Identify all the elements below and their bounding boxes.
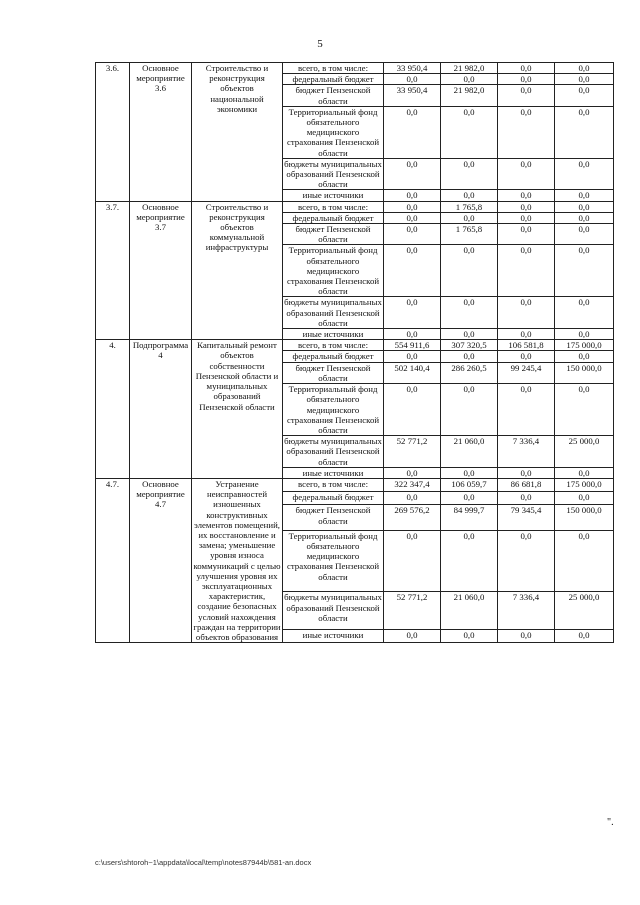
amount-cell: 0,0 [384,106,441,158]
amount-cell: 0,0 [384,297,441,329]
funding-source: иные источники [283,629,384,642]
amount-cell: 0,0 [384,530,441,592]
amount-cell: 0,0 [498,351,555,362]
table-row [96,201,614,212]
funding-source: бюджет Пензенской области [283,505,384,530]
amount-cell: 106 059,7 [441,478,498,491]
amount-cell: 286 260,5 [441,362,498,383]
amount-cell: 0,0 [384,467,441,478]
budget-table [95,62,614,643]
amount-cell: 0,0 [555,190,614,201]
amount-cell: 0,0 [441,106,498,158]
amount-cell: 0,0 [555,467,614,478]
page-number: 5 [317,38,323,50]
table-row [96,340,614,351]
amount-cell: 86 681,8 [498,478,555,491]
amount-cell: 0,0 [498,629,555,642]
amount-cell: 0,0 [384,224,441,245]
amount-cell: 84 999,7 [441,505,498,530]
amount-cell: 33 950,4 [384,85,441,106]
amount-cell: 322 347,4 [384,478,441,491]
amount-cell: 0,0 [441,329,498,340]
amount-cell: 0,0 [555,329,614,340]
amount-cell: 21 060,0 [441,436,498,468]
amount-cell: 25 000,0 [555,436,614,468]
amount-cell: 150 000,0 [555,505,614,530]
amount-cell: 0,0 [441,74,498,85]
funding-source: федеральный бюджет [283,74,384,85]
amount-cell: 0,0 [555,212,614,223]
amount-cell: 0,0 [441,351,498,362]
funding-source: иные источники [283,467,384,478]
amount-cell: 0,0 [498,467,555,478]
amount-cell: 0,0 [498,212,555,223]
amount-cell: 99 245,4 [498,362,555,383]
amount-cell: 0,0 [498,530,555,592]
row-name: Основное мероприятие 3.6 [130,63,192,202]
funding-source: бюджет Пензенской области [283,85,384,106]
amount-cell: 0,0 [555,63,614,74]
amount-cell: 502 140,4 [384,362,441,383]
amount-cell: 0,0 [555,245,614,297]
amount-cell: 0,0 [555,158,614,190]
amount-cell: 0,0 [441,297,498,329]
row-code: 4.7. [96,478,130,642]
funding-source: федеральный бюджет [283,351,384,362]
amount-cell: 7 336,4 [498,436,555,468]
funding-source: Территориальный фонд обязательного медицинского страхования Пензенской области [283,245,384,297]
amount-cell: 0,0 [384,190,441,201]
amount-cell: 1 765,8 [441,201,498,212]
amount-cell: 0,0 [555,629,614,642]
amount-cell: 0,0 [555,106,614,158]
amount-cell: 0,0 [441,467,498,478]
amount-cell: 0,0 [498,492,555,505]
amount-cell: 52 771,2 [384,592,441,629]
table-row [96,478,614,491]
amount-cell: 0,0 [441,245,498,297]
funding-source: всего, в том числе: [283,478,384,491]
amount-cell: 0,0 [498,297,555,329]
amount-cell: 25 000,0 [555,592,614,629]
amount-cell: 0,0 [384,351,441,362]
amount-cell: 307 320,5 [441,340,498,351]
amount-cell: 0,0 [555,384,614,436]
amount-cell: 0,0 [498,106,555,158]
amount-cell: 0,0 [384,212,441,223]
row-code: 3.6. [96,63,130,202]
funding-source: иные источники [283,329,384,340]
amount-cell: 0,0 [555,492,614,505]
amount-cell: 0,0 [441,158,498,190]
funding-source: бюджет Пензенской области [283,224,384,245]
amount-cell: 0,0 [555,530,614,592]
funding-source: бюджеты муниципальных образований Пензенской области [283,592,384,629]
amount-cell: 0,0 [384,329,441,340]
row-code: 4. [96,340,130,479]
amount-cell: 0,0 [384,384,441,436]
amount-cell: 269 576,2 [384,505,441,530]
amount-cell: 0,0 [555,201,614,212]
amount-cell: 0,0 [555,74,614,85]
funding-source: Территориальный фонд обязательного медицинского страхования Пензенской области [283,530,384,592]
row-code: 3.7. [96,201,130,340]
funding-source: бюджет Пензенской области [283,362,384,383]
row-name: Основное мероприятие 4.7 [130,478,192,642]
amount-cell: 150 000,0 [555,362,614,383]
amount-cell: 0,0 [555,351,614,362]
amount-cell: 7 336,4 [498,592,555,629]
amount-cell: 21 982,0 [441,85,498,106]
funding-source: всего, в том числе: [283,63,384,74]
amount-cell: 0,0 [441,384,498,436]
amount-cell: 0,0 [441,212,498,223]
amount-cell: 0,0 [498,201,555,212]
amount-cell: 0,0 [498,158,555,190]
amount-cell: 52 771,2 [384,436,441,468]
amount-cell: 0,0 [441,190,498,201]
funding-source: федеральный бюджет [283,492,384,505]
amount-cell: 0,0 [384,158,441,190]
footer-file-path: c:\users\shtoroh~1\appdata\local\temp\notes87944b\581-an.docx [95,858,312,867]
row-name: Подпрограмма 4 [130,340,192,479]
row-description: Строительство и реконструкция объектов коммунальной инфраструктуры [192,201,283,340]
funding-source: иные источники [283,190,384,201]
amount-cell: 175 000,0 [555,478,614,491]
amount-cell: 33 950,4 [384,63,441,74]
amount-cell: 0,0 [555,85,614,106]
amount-cell: 0,0 [384,201,441,212]
amount-cell: 0,0 [555,297,614,329]
amount-cell: 0,0 [498,245,555,297]
amount-cell: 106 581,8 [498,340,555,351]
funding-source: Территориальный фонд обязательного медицинского страхования Пензенской области [283,106,384,158]
amount-cell: 0,0 [498,74,555,85]
funding-source: Территориальный фонд обязательного медицинского страхования Пензенской области [283,384,384,436]
amount-cell: 0,0 [384,74,441,85]
amount-cell: 175 000,0 [555,340,614,351]
amount-cell: 1 765,8 [441,224,498,245]
amount-cell: 0,0 [498,85,555,106]
funding-source: бюджеты муниципальных образований Пензенской области [284,158,382,190]
row-name: Основное мероприятие 3.7 [130,201,192,340]
amount-cell: 0,0 [498,224,555,245]
amount-cell: 0,0 [498,190,555,201]
row-description: Устранение неисправностей изношенных конструктивных элементов помещений, их восстановление и замена; уменьшение уровня износа коммуникаций с целью улучшения уровня их эксплуатационных характеристик, создание безопасных условий нахождения граждан на территории объектов образования [193,478,281,642]
closing-quote-mark: ". [607,817,614,828]
amount-cell: 0,0 [498,384,555,436]
amount-cell: 0,0 [441,492,498,505]
amount-cell: 0,0 [441,530,498,592]
funding-source: всего, в том числе: [283,340,384,351]
funding-source: бюджеты муниципальных образований Пензенской области [284,297,382,328]
amount-cell: 0,0 [441,629,498,642]
row-description: Капитальный ремонт объектов собственности Пензенской области и муниципальных образований Пензенской области [192,340,283,479]
amount-cell: 0,0 [498,329,555,340]
amount-cell: 21 060,0 [441,592,498,629]
amount-cell: 554 911,6 [384,340,441,351]
amount-cell: 0,0 [384,245,441,297]
funding-source: федеральный бюджет [283,212,384,223]
amount-cell: 0,0 [555,224,614,245]
funding-source: бюджеты муниципальных образований Пензенской области [284,436,382,467]
amount-cell: 21 982,0 [441,63,498,74]
funding-source: всего, в том числе: [283,201,384,212]
table-row [96,63,614,74]
amount-cell: 79 345,4 [498,505,555,530]
amount-cell: 0,0 [384,629,441,642]
row-description: Строительство и реконструкция объектов национальной экономики [192,63,283,202]
amount-cell: 0,0 [498,63,555,74]
amount-cell: 0,0 [384,492,441,505]
